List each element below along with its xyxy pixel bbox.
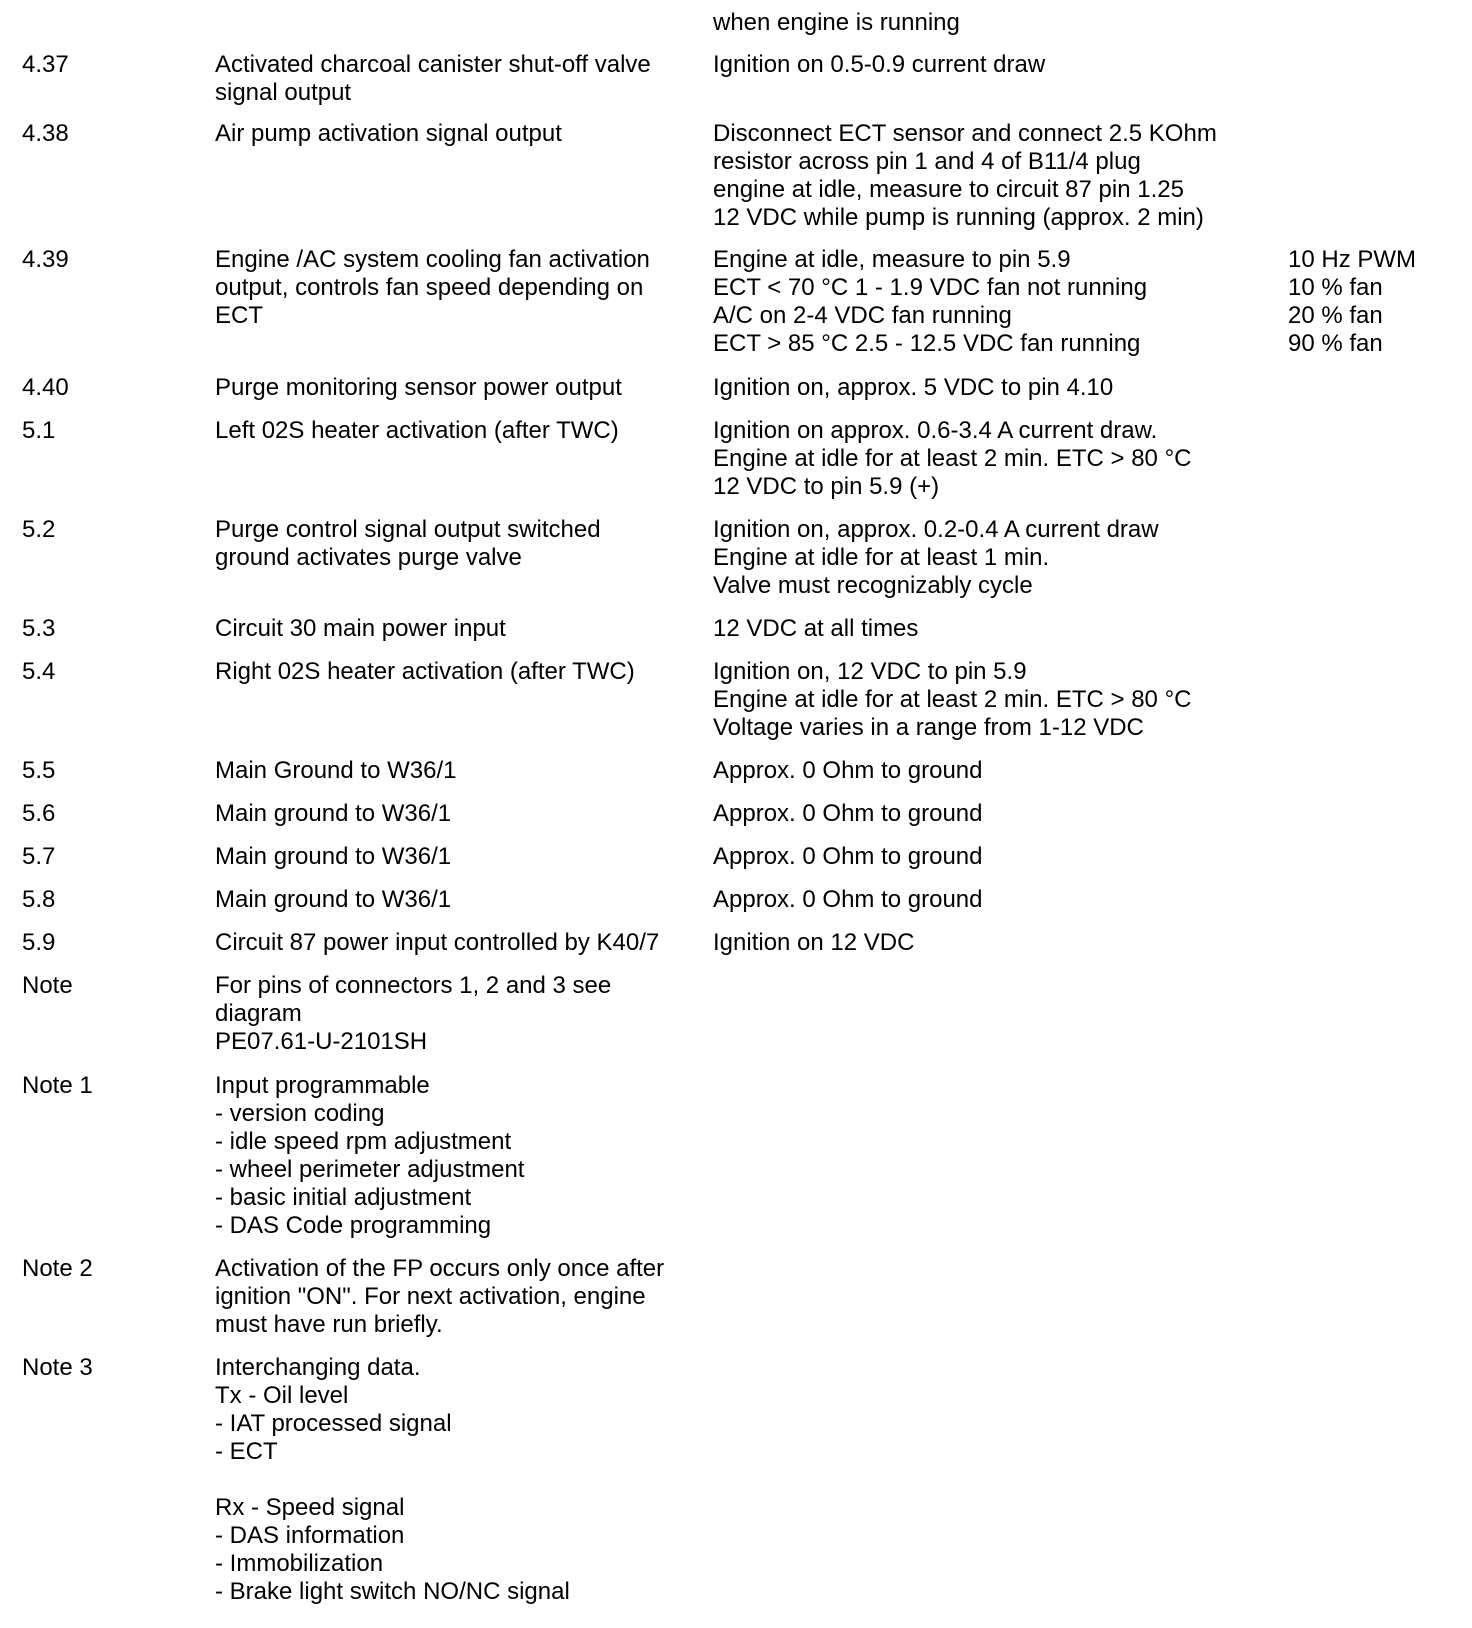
note-line: must have run briefly. [215,1311,443,1338]
test-cell [713,658,1273,742]
function-line: ECT [215,302,263,329]
test-line: Approx. 0 Ohm to ground [713,757,983,784]
result-line: 20 % fan [1288,302,1383,329]
function-cell [215,120,695,148]
function-line: Main Ground to W36/1 [215,757,457,784]
note-label: Note 1 [22,1072,93,1099]
pin-number: 4.38 [22,120,69,147]
note-line: Interchanging data. [215,1354,421,1381]
function-line: Purge control signal output switched [215,516,601,543]
function-line: Purge monitoring sensor power output [215,374,622,401]
note-line: ignition "ON". For next activation, engine [215,1283,646,1310]
function-cell [215,615,695,643]
test-cell [713,417,1273,501]
test-line: 12 VDC while pump is running (approx. 2 min) [713,204,1204,231]
function-line: Circuit 87 power input controlled by K40/7 [215,929,660,956]
function-line: output, controls fan speed depending on [215,274,644,301]
test-line: Ignition on 0.5-0.9 current draw [713,51,1046,78]
test-line: Engine at idle for at least 2 min. ETC > 80 °C [713,445,1192,472]
test-cell [713,757,1273,785]
note-line: - idle speed rpm adjustment [215,1128,512,1155]
test-cell [713,886,1273,914]
result-line: 10 % fan [1288,274,1383,301]
note-text [215,1354,695,1606]
pin-number: 5.9 [22,929,56,956]
test-line: Approx. 0 Ohm to ground [713,843,983,870]
note-line: - ECT [215,1438,278,1465]
note-line: - DAS Code programming [215,1212,492,1239]
function-line: Activated charcoal canister shut-off valve [215,51,651,78]
function-cell [215,374,695,402]
pin-number: 5.3 [22,615,56,642]
note-text [215,1255,695,1339]
note-label: Note 3 [22,1354,93,1381]
pin-number: 4.40 [22,374,69,401]
lead-in-text: when engine is running [713,9,960,36]
note-line: Input programmable [215,1072,430,1099]
function-cell [215,516,695,572]
note-line: For pins of connectors 1, 2 and 3 see [215,972,612,999]
test-cell [713,120,1273,232]
function-line: ground activates purge valve [215,544,522,571]
test-line: Engine at idle for at least 1 min. [713,544,1050,571]
note-line: - DAS information [215,1522,405,1549]
function-cell [215,886,695,914]
note-label: Note 2 [22,1255,93,1282]
function-line: Right 02S heater activation (after TWC) [215,658,635,685]
test-line: Ignition on, approx. 0.2-0.4 A current draw [713,516,1159,543]
test-cell [713,929,1273,957]
note-line: - version coding [215,1100,385,1127]
pin-number: 5.5 [22,757,56,784]
note-line: - wheel perimeter adjustment [215,1156,525,1183]
note-line: - basic initial adjustment [215,1184,472,1211]
test-line: ECT < 70 °C 1 - 1.9 VDC fan not running [713,274,1148,301]
note-text [215,972,695,1056]
function-line: Main ground to W36/1 [215,886,452,913]
pin-number: 5.1 [22,417,56,444]
test-cell [713,516,1273,600]
test-cell [713,843,1273,871]
function-line: Main ground to W36/1 [215,843,452,870]
function-cell [215,757,695,785]
test-line: Approx. 0 Ohm to ground [713,800,983,827]
result-cell [1288,246,1468,358]
test-line: Ignition on approx. 0.6-3.4 A current draw. [713,417,1158,444]
result-line: 10 Hz PWM [1288,246,1417,273]
note-text [215,1072,695,1240]
result-line: 90 % fan [1288,330,1383,357]
note-spacer [215,1466,695,1494]
test-line: 12 VDC to pin 5.9 (+) [713,473,940,500]
test-line: engine at idle, measure to circuit 87 pin 1.25 [713,176,1184,203]
test-line: Ignition on 12 VDC [713,929,915,956]
pin-number: 5.8 [22,886,56,913]
test-cell [713,374,1273,402]
function-cell [215,843,695,871]
note-line: - Immobilization [215,1550,384,1577]
test-line: Engine at idle, measure to pin 5.9 [713,246,1071,273]
function-line: signal output [215,79,352,106]
test-line: ECT > 85 °C 2.5 - 12.5 VDC fan running [713,330,1141,357]
test-cell [713,246,1273,358]
test-cell [713,615,1273,643]
test-line: Ignition on, 12 VDC to pin 5.9 [713,658,1027,685]
function-line: Left 02S heater activation (after TWC) [215,417,619,444]
pin-number: 5.6 [22,800,56,827]
note-line: - IAT processed signal [215,1410,452,1437]
note-label: Note [22,972,73,999]
note-line: Activation of the FP occurs only once after [215,1255,665,1282]
pin-number: 5.2 [22,516,56,543]
note-line: diagram [215,1000,302,1027]
function-line: Circuit 30 main power input [215,615,506,642]
function-line: Engine /AC system cooling fan activation [215,246,650,273]
test-line: Disconnect ECT sensor and connect 2.5 KOhm [713,120,1217,147]
function-cell [215,929,695,957]
test-cell [713,800,1273,828]
test-line: 12 VDC at all times [713,615,919,642]
function-cell [215,658,695,686]
test-cell [713,51,1273,79]
note-line: PE07.61-U-2101SH [215,1028,428,1055]
pin-number: 5.4 [22,658,56,685]
pin-number: 4.37 [22,51,69,78]
note-line: Tx - Oil level [215,1382,349,1409]
test-line: Engine at idle for at least 2 min. ETC > 80 °C [713,686,1192,713]
function-cell [215,417,695,445]
test-line: Approx. 0 Ohm to ground [713,886,983,913]
function-line: Main ground to W36/1 [215,800,452,827]
pin-number: 4.39 [22,246,69,273]
test-line: A/C on 2-4 VDC fan running [713,302,1012,329]
test-line: resistor across pin 1 and 4 of B11/4 plug [713,148,1141,175]
pin-number: 5.7 [22,843,56,870]
note-line: - Brake light switch NO/NC signal [215,1578,570,1605]
test-line: Valve must recognizably cycle [713,572,1033,599]
note-line: Rx - Speed signal [215,1494,405,1521]
function-cell [215,800,695,828]
test-line: Ignition on, approx. 5 VDC to pin 4.10 [713,374,1114,401]
test-line: Voltage varies in a range from 1-12 VDC [713,714,1144,741]
function-line: Air pump activation signal output [215,120,562,147]
function-cell [215,51,695,107]
function-cell [215,246,695,330]
